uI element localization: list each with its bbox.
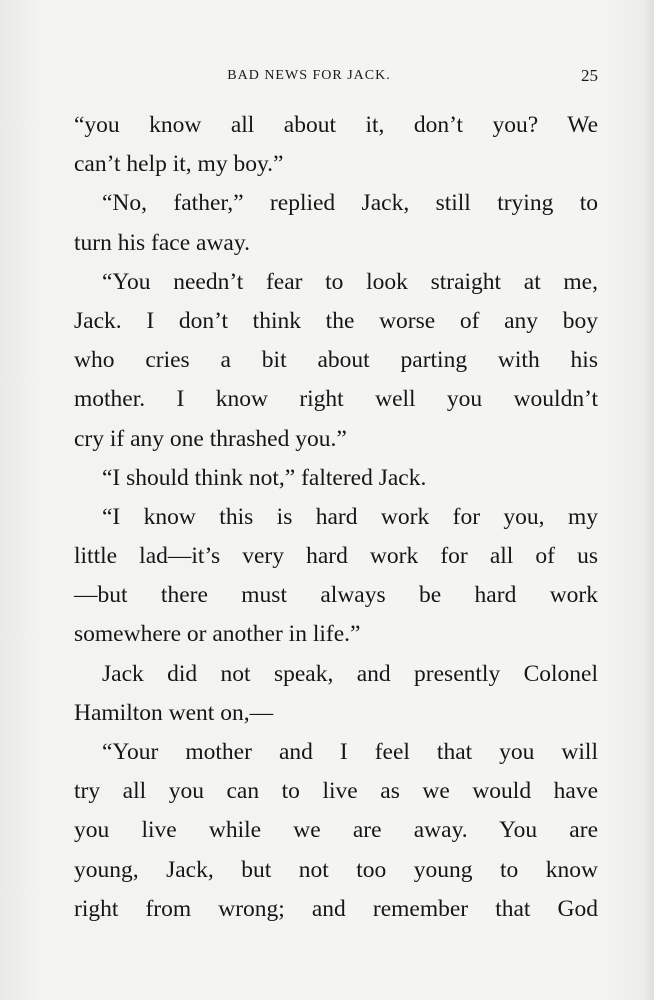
text-line: try all you can to live as we would have [74,778,598,805]
text-line: mother. I know right well you wouldn’t [74,386,598,413]
text-line: “Your mother and I feel that you will [102,739,598,765]
text-line: can’t help it, my boy.” [74,151,284,178]
body-text [74,106,598,929]
text-line: “you know all about it, don’t you? We [74,112,598,138]
text-line: who cries a bit about parting with his [74,347,598,374]
text-line: Hamilton went on,— [74,699,274,726]
text-line: “No, father,” replied Jack, still trying to [102,190,598,217]
text-line: you live while we are away. You are [74,817,598,844]
text-line: Jack. I don’t think the worse of any boy [74,307,598,334]
text-line: Jack did not speak, and presently Colonel [102,660,598,687]
text-line: “I should think not,” faltered Jack. [102,464,427,491]
text-line: cry if any one thrashed you.” [74,425,347,452]
text-line: —but there must always be hard work [74,582,598,609]
running-title: BAD NEWS FOR JACK. [227,68,391,83]
text-line: somewhere or another in life.” [74,621,361,648]
text-line: little lad—it’s very hard work for all of us [74,543,598,570]
text-line: right from wrong; and remember that God [74,895,598,922]
page-header [74,66,598,88]
text-line: “I know this is hard work for you, my [102,503,598,530]
page-edge-shadow [644,0,654,1000]
text-line: turn his face away. [74,229,250,256]
text-line: young, Jack, but not too young to know [74,856,598,883]
page-number: 25 [581,66,598,85]
text-line: “You needn’t fear to look straight at me, [102,268,598,295]
